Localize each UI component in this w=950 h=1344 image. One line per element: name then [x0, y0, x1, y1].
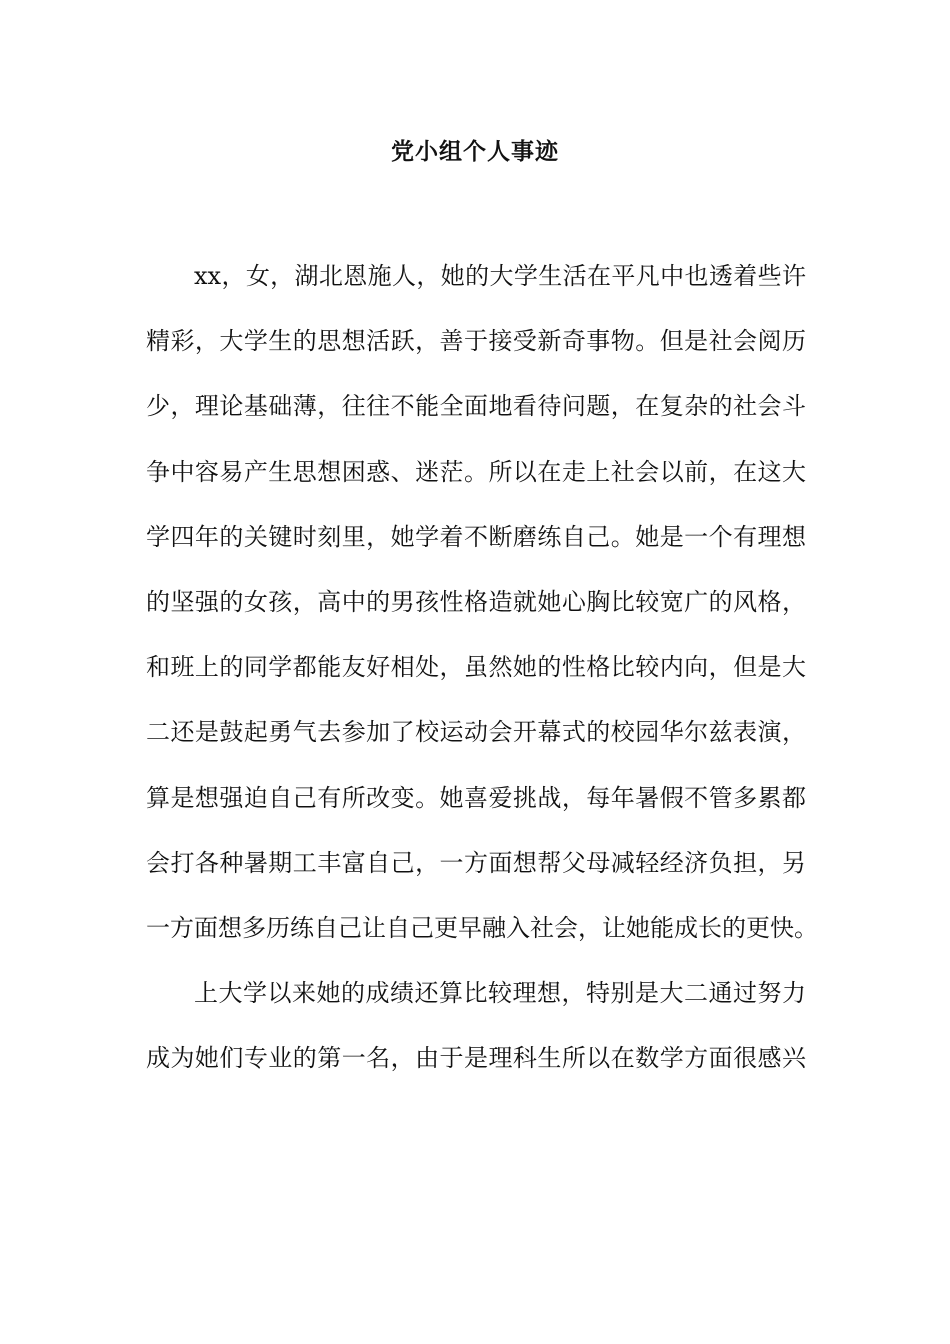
document-body: [146, 254, 818, 1101]
text-line: 算是想强迫自己有所改变。她喜爱挑战，每年暑假不管多累都: [146, 783, 806, 812]
text-line: xx，女，湖北恩施人，她的大学生活在平凡中也透着些许: [194, 262, 806, 290]
text-line: 争中容易产生思想困惑、迷茫。所以在走上社会以前，在这大: [146, 457, 806, 486]
text-line: 精彩，大学生的思想活跃，善于接受新奇事物。但是社会阅历: [146, 327, 806, 356]
text-line: 一方面想多历练自己让自己更早融入社会，让她能成长的更快。: [146, 913, 818, 942]
text-line: 成为她们专业的第一名，由于是理科生所以在数学方面很感兴: [146, 1044, 806, 1073]
document-title: 党小组个人事迹: [391, 138, 559, 165]
paragraph-2: [146, 971, 806, 1101]
text-line: 的坚强的女孩，高中的男孩性格造就她心胸比较宽广的风格，: [146, 587, 806, 616]
text-line: 上大学以来她的成绩还算比较理想，特别是大二通过努力: [194, 979, 806, 1008]
text-line: 和班上的同学都能友好相处，虽然她的性格比较内向，但是大: [146, 653, 806, 682]
text-line: 二还是鼓起勇气去参加了校运动会开幕式的校园华尔兹表演，: [146, 718, 806, 747]
text-line: 会打各种暑期工丰富自己，一方面想帮父母减轻经济负担，另: [146, 848, 806, 877]
paragraph-1: [146, 254, 818, 971]
text-line: 少，理论基础薄，往往不能全面地看待问题，在复杂的社会斗: [146, 392, 806, 421]
text-line: 学四年的关键时刻里，她学着不断磨练自己。她是一个有理想: [146, 522, 806, 551]
